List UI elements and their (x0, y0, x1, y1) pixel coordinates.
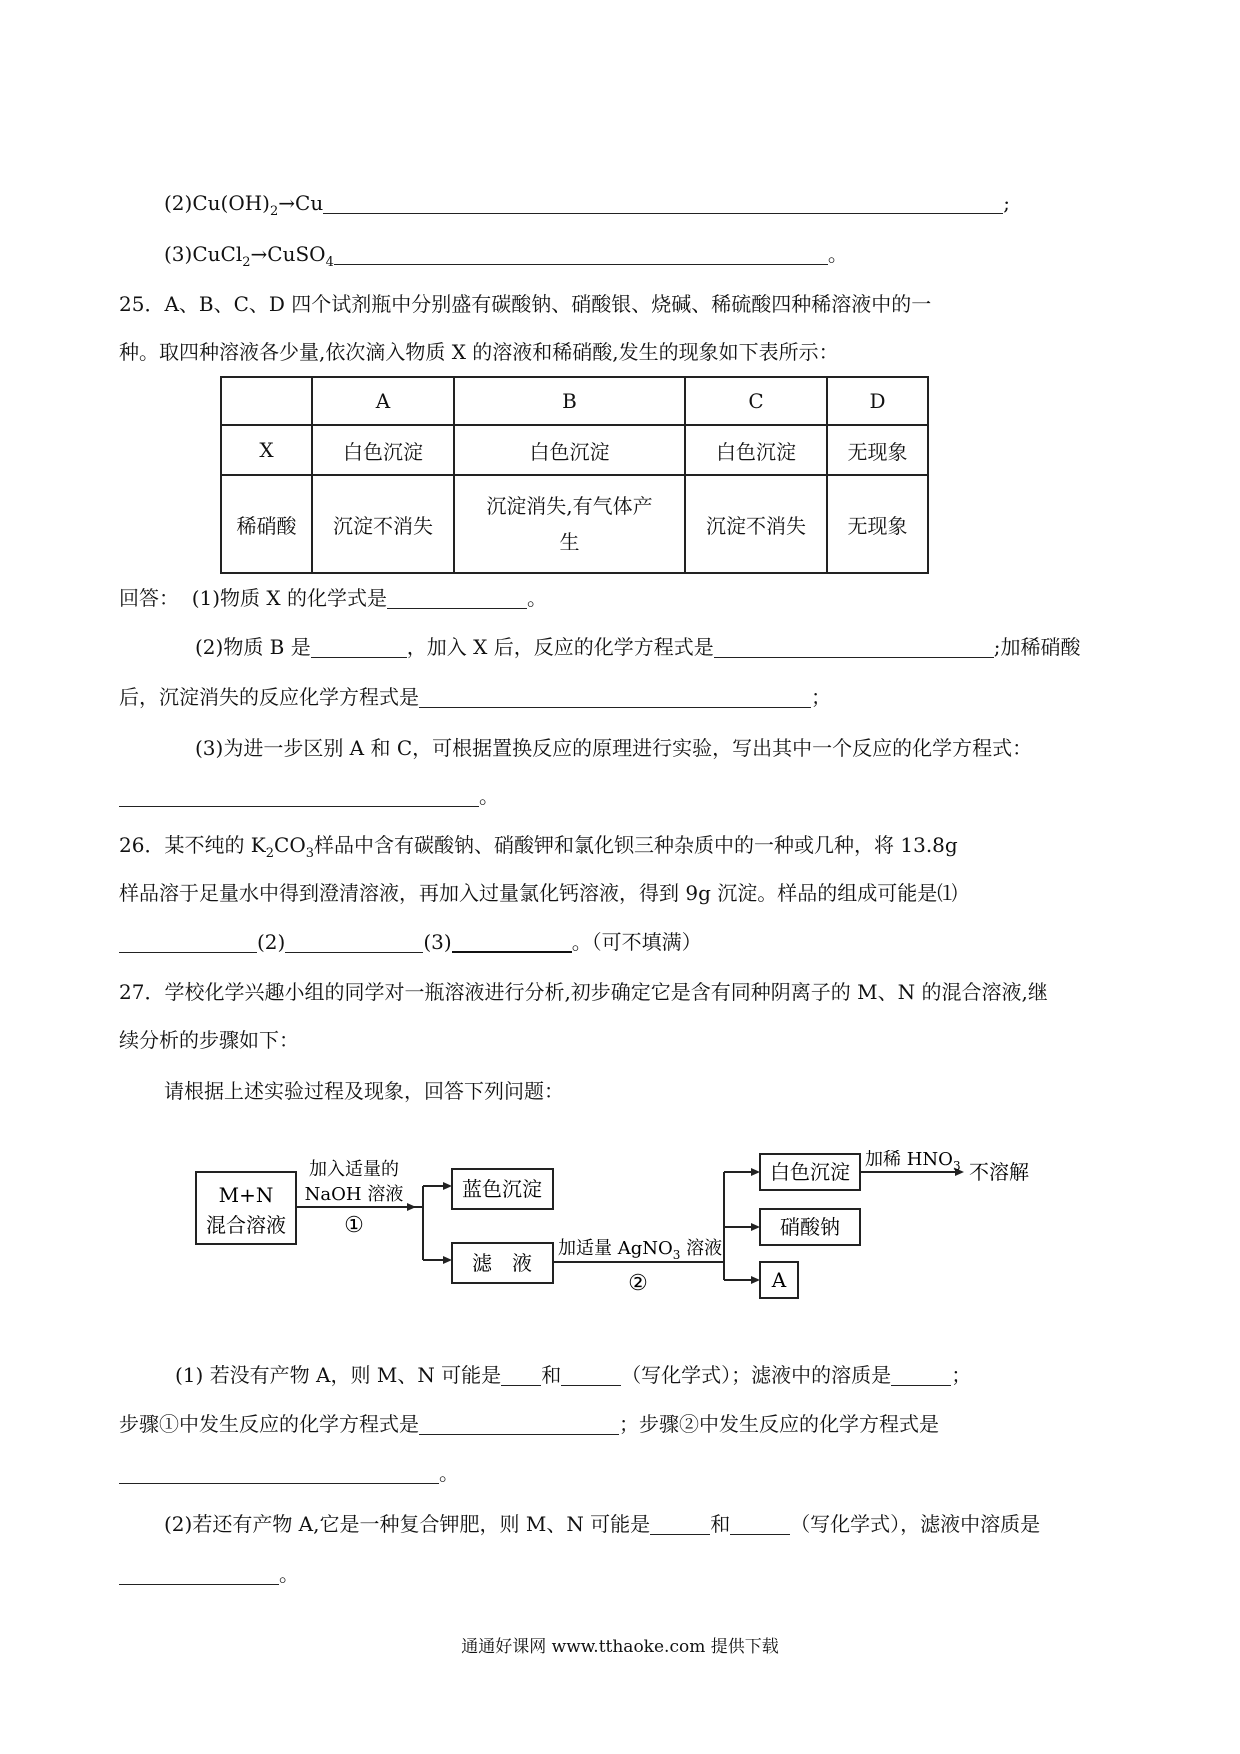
q27-line1: 27．学校化学兴趣小组的同学对一瓶溶液进行分析,初步确定它是含有同种阴离子的 M、N 的混合溶液,继 (119, 980, 1048, 1004)
q24-item2: $(2)Cu(OH)_2\to Cu$ ; (164, 191, 1010, 219)
q26-line2: 样品溶于足量水中得到澄清溶液，再加入过量氯化钙溶液，得到 9g 沉淀。样品的组成可能是⑴ (119, 881, 958, 905)
insoluble-label: 不溶解 (969, 1160, 1029, 1184)
product-a-label: A (771, 1268, 787, 1292)
white-precipitate-label: 白色沉淀 (770, 1160, 850, 1184)
q24-item3: (3)CuCl$_2$→CuSO$_4$ 。 (164, 242, 848, 270)
blue-precipitate-label: 蓝色沉淀 (462, 1177, 542, 1201)
answer-blank[interactable] (730, 1514, 790, 1535)
answer-blank[interactable] (119, 1564, 279, 1585)
q25-answer3: (3)为进一步区别 A 和 C，可根据置换反应的原理进行实验，写出其中一个反应的化学方程式： (195, 736, 1033, 760)
q27-line2: 续分析的步骤如下： (119, 1028, 299, 1052)
answer-blank[interactable] (891, 1365, 951, 1386)
table-row: 稀硝酸 沉淀不消失 沉淀消失,有气体产 生 沉淀不消失 无现象 (221, 475, 928, 573)
answer-blank[interactable] (452, 931, 572, 953)
answer-blank[interactable] (119, 932, 257, 953)
arrow1-label-line1: 加入适量的 (309, 1159, 399, 1180)
answer-blank[interactable] (387, 588, 527, 609)
q25-answer2-line2: 后，沉淀消失的反应化学方程式是 ； (119, 685, 831, 709)
filtrate-label: 滤 液 (472, 1251, 532, 1275)
q27-part1-line2: 步骤①中发生反应的化学方程式是 ；步骤②中发生反应的化学方程式是 (119, 1412, 939, 1436)
answer-blank[interactable] (419, 687, 811, 708)
arrow2-label: 加适量 AgNO$_3$ 溶液 (558, 1238, 723, 1262)
q27-part1: (1) 若没有产物 A，则 M、N 可能是 和 （写化学式）；滤液中的溶质是 ； (175, 1363, 972, 1387)
answer-blank[interactable] (285, 932, 423, 953)
answer-blank[interactable] (323, 193, 1003, 214)
answer-blank[interactable] (501, 1365, 541, 1386)
answer-blank[interactable] (419, 1414, 619, 1435)
q27-part1-line3: 。 (119, 1459, 459, 1487)
arrow3-label: 加稀 $HNO_3$ (865, 1150, 961, 1173)
step1-marker: ① (344, 1213, 364, 1238)
answer-blank[interactable] (714, 637, 994, 658)
start-label-line1: M+N (218, 1183, 274, 1207)
start-label-line2: 混合溶液 (206, 1213, 286, 1237)
results-table (220, 376, 929, 574)
table-row: X 白色沉淀 白色沉淀 白色沉淀 无现象 (221, 425, 928, 475)
page-footer: 通通好课网 www.tthaoke.com 提供下载 (461, 1637, 779, 1657)
sodium-nitrate-label: 硝酸钠 (780, 1215, 840, 1239)
q26-line1: 26．某不纯的 $K_2CO_3$样品中含有碳酸钠、硝酸钾和氯化钡三种杂质中的一种或几种，将 13.8g (119, 833, 958, 861)
step2-marker: ② (628, 1271, 648, 1296)
q26-line3: (2) (3) 。（可不填满） (119, 928, 702, 956)
q25-answer3-line2: 。 (119, 782, 499, 810)
q27-part2: (2)若还有产物 A,它是一种复合钾肥，则 M、N 可能是 和 （写化学式），滤液中溶质是 (164, 1512, 1041, 1536)
table-header-row: A B C D (221, 377, 928, 425)
answer-blank[interactable] (334, 244, 828, 265)
flow-diagram (190, 1150, 1070, 1315)
arrow1-label-line2: NaOH 溶液 (304, 1184, 404, 1205)
q25-answer2: (2)物质 B 是 ，加入 X 后，反应的化学方程式是 ;加稀硝酸 (195, 635, 1081, 659)
answer-blank[interactable] (119, 786, 479, 807)
q25-intro-line1: 25．A、B、C、D 四个试剂瓶中分别盛有碳酸钠、硝酸银、烧碱、稀硫酸四种稀溶液中的一 (119, 292, 932, 316)
answer-blank[interactable] (119, 1463, 439, 1484)
q27-line3: 请根据上述实验过程及现象，回答下列问题： (164, 1079, 564, 1103)
q25-intro-line2: 种。取四种溶液各少量,依次滴入物质 X 的溶液和稀硝酸,发生的现象如下表所示： (119, 340, 839, 364)
answer-blank[interactable] (561, 1365, 621, 1386)
answer-blank[interactable] (311, 637, 407, 658)
answer-blank[interactable] (650, 1514, 710, 1535)
q25-answer1: 回答： (1)物质 X 的化学式是 。 (119, 586, 548, 610)
q27-part2-line2: 。 (119, 1560, 299, 1588)
